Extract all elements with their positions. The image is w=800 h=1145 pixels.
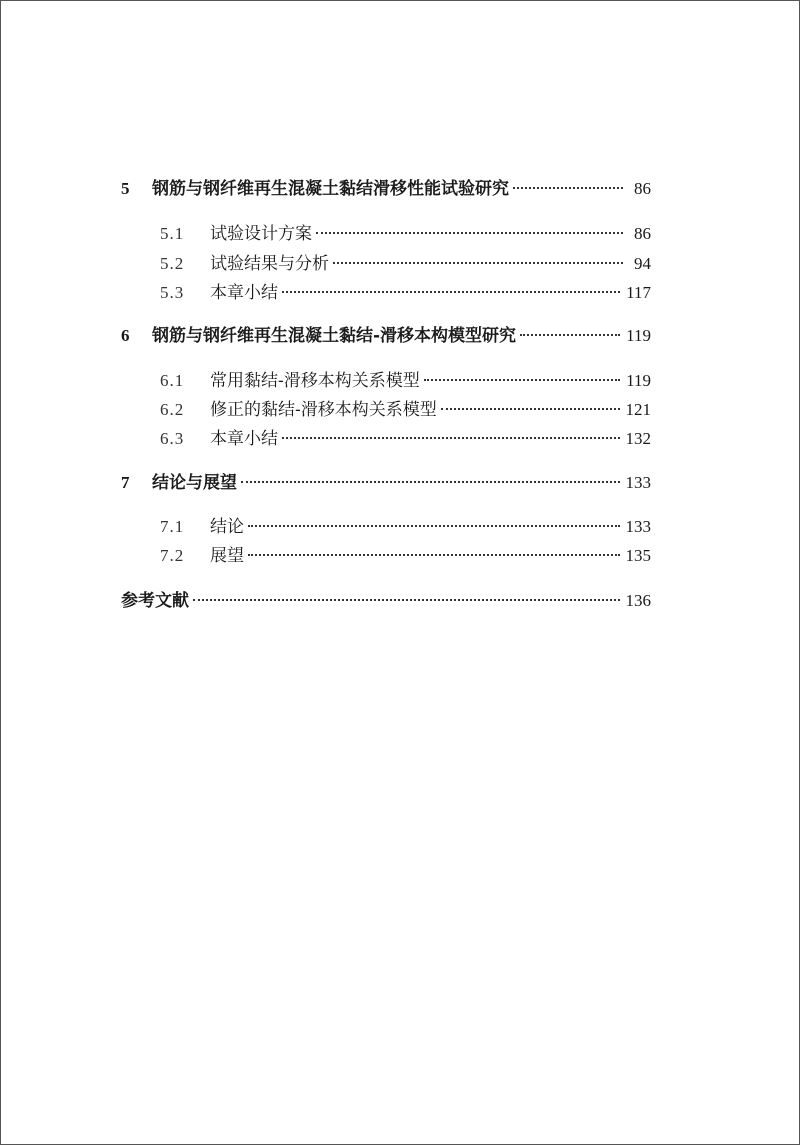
section-title: 本章小结 [210,283,278,303]
dot-leader [282,437,620,439]
page-number: 119 [626,326,651,345]
dot-leader [248,525,620,527]
dot-leader [241,481,620,483]
section-title: 试验结果与分析 [210,254,329,274]
dot-leader [333,262,623,264]
dot-leader [441,408,620,410]
chapter-title: 结论与展望 [152,473,237,493]
toc-section-6-3[interactable] [160,428,651,450]
section-number: 6.3 [160,429,185,448]
references-title: 参考文献 [121,591,189,611]
section-title: 修正的黏结-滑移本构关系模型 [210,400,437,420]
page-number: 119 [626,371,651,390]
chapter-number: 5 [121,179,130,198]
toc-chapter-5[interactable] [121,178,651,200]
section-number: 6.1 [160,371,185,390]
section-number: 7.1 [160,517,185,536]
section-title: 结论 [210,517,244,537]
chapter-title: 钢筋与钢纤维再生混凝土黏结滑移性能试验研究 [152,179,509,199]
section-title: 试验设计方案 [210,224,312,244]
toc-section-7-2[interactable] [160,545,651,567]
toc-section-5-2[interactable] [160,253,651,275]
chapter-number: 6 [121,326,130,345]
section-number: 5.2 [160,254,185,273]
toc-section-7-1[interactable] [160,516,651,538]
dot-leader [193,599,620,601]
toc-section-6-1[interactable] [160,370,651,392]
dot-leader [248,554,620,556]
page-number: 135 [625,546,651,565]
page-number: 133 [625,517,651,536]
page-number: 86 [634,224,651,243]
chapter-title: 钢筋与钢纤维再生混凝土黏结-滑移本构模型研究 [152,326,517,346]
dot-leader [520,334,620,336]
section-title: 展望 [210,546,244,566]
toc-chapter-7[interactable] [121,472,651,494]
section-title: 常用黏结-滑移本构关系模型 [210,371,420,391]
section-title: 本章小结 [210,429,278,449]
toc-section-5-3[interactable] [160,282,651,304]
section-number: 6.2 [160,400,185,419]
dot-leader [316,232,623,234]
page-number: 133 [625,473,651,492]
section-number: 7.2 [160,546,185,565]
section-number: 5.1 [160,224,185,243]
chapter-number: 7 [121,473,130,492]
page-number: 86 [634,179,651,198]
page-number: 94 [634,254,651,273]
toc-section-6-2[interactable] [160,399,651,421]
dot-leader [424,379,620,381]
dot-leader [282,291,620,293]
toc-section-5-1[interactable] [160,223,651,245]
page-number: 132 [625,429,651,448]
page-number: 136 [625,591,651,610]
page-number: 117 [626,283,651,302]
toc-chapter-6[interactable] [121,325,651,347]
toc-references[interactable] [121,590,651,612]
section-number: 5.3 [160,283,185,302]
page-number: 121 [625,400,651,419]
dot-leader [513,187,623,189]
